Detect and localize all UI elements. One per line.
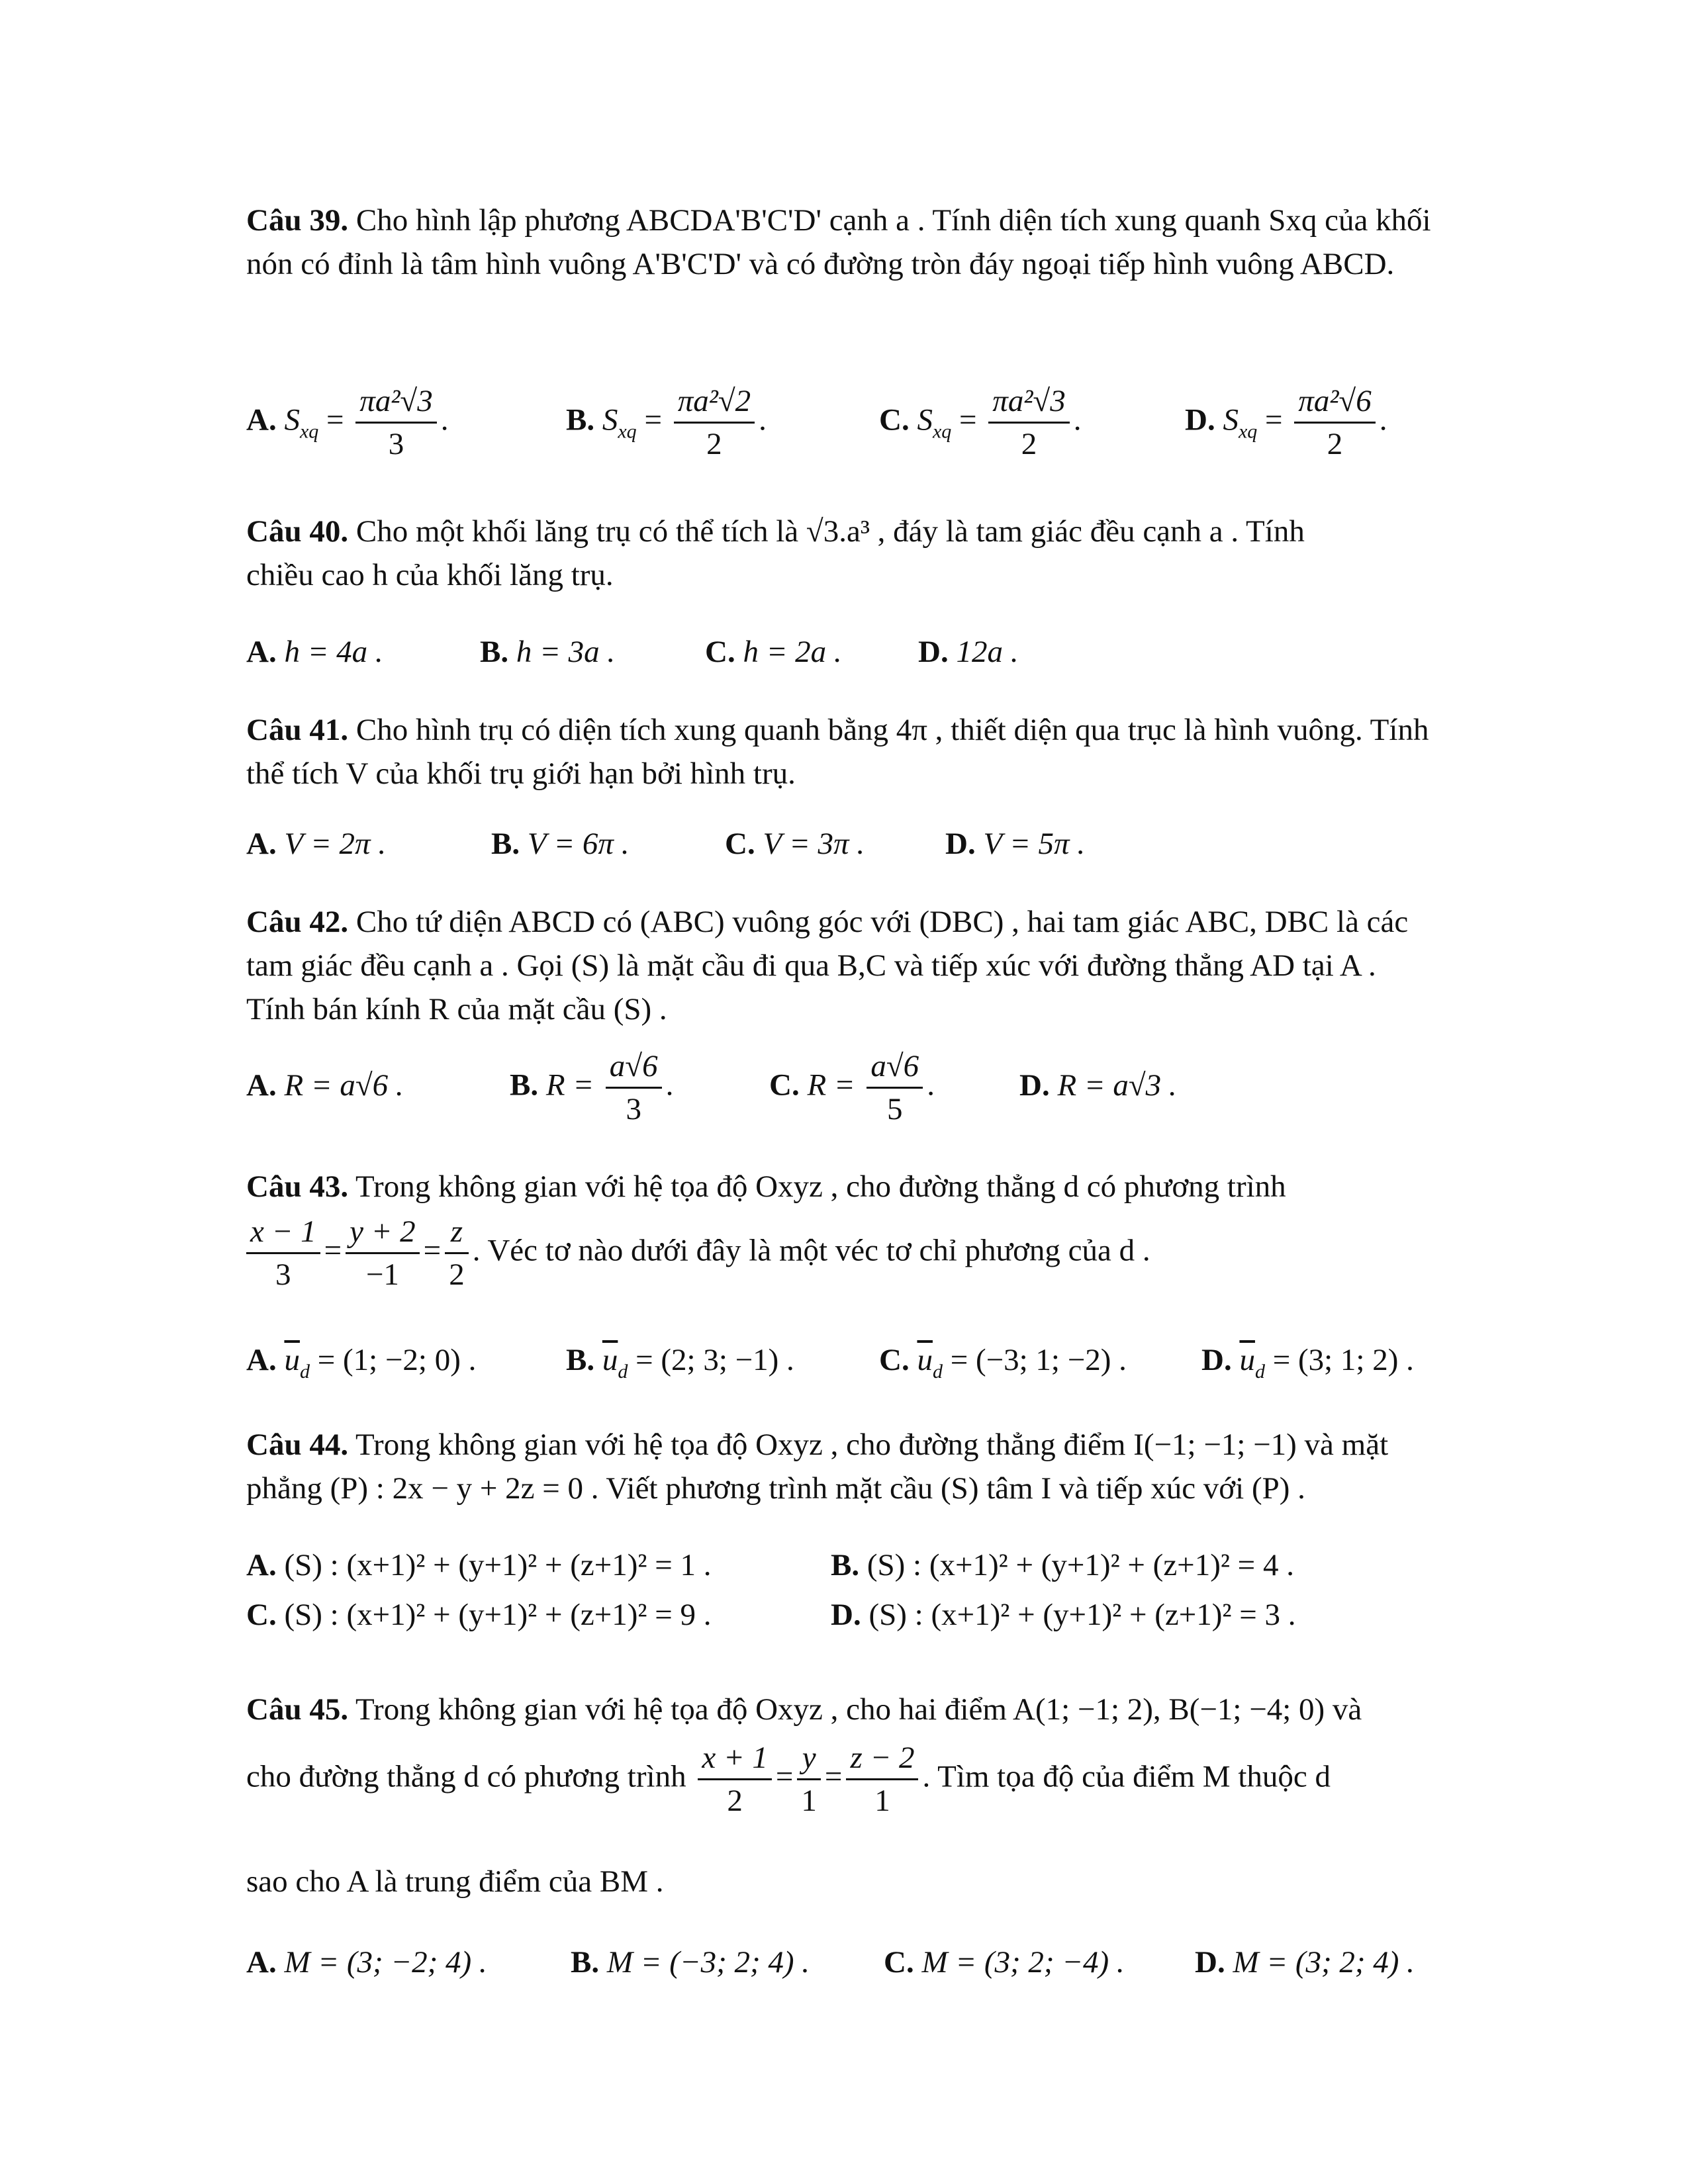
answer-label: D. (1185, 402, 1215, 437)
answer-text: V = 2π . (284, 827, 387, 861)
denominator: −1 (365, 1257, 399, 1292)
question-42 (246, 900, 1411, 1031)
answer-label: A. (246, 827, 277, 861)
question-text-cont: . Véc tơ nào dưới đây là một véc tơ chỉ phương của d . (472, 1233, 1150, 1268)
answer-label: C. (879, 1343, 910, 1377)
answer-text: (S) : (x+1)² + (y+1)² + (z+1)² = 4 . (867, 1548, 1294, 1582)
answer-text: M = (3; −2; 4) . (284, 1945, 487, 1979)
answer-label: D. (1019, 1068, 1050, 1103)
sxq-sub: xq (932, 420, 952, 443)
answer-label: D. (831, 1598, 861, 1632)
denominator: 3 (626, 1092, 641, 1126)
answer-42-a[interactable] (246, 1066, 404, 1105)
answer-44-c[interactable] (246, 1595, 712, 1635)
answer-45-a[interactable] (246, 1942, 487, 1982)
vector-sub: d (299, 1361, 310, 1383)
question-label: Câu 42. (246, 905, 349, 939)
question-label: Câu 44. (246, 1428, 349, 1462)
answer-label: A. (246, 1945, 277, 1979)
answer-39-b[interactable]: B. $S_{xq}$ = $\frac{\text{πa²√2}}{2}$ . (566, 381, 767, 465)
answer-label: A. (246, 635, 277, 669)
answer-label: A. (246, 1548, 277, 1582)
question-41 (246, 708, 1451, 796)
sxq-symbol: S (602, 402, 618, 437)
equals: = (959, 402, 977, 437)
question-label: Câu 45. (246, 1692, 349, 1727)
answer-label: A. (246, 402, 277, 437)
denominator: 3 (388, 427, 404, 461)
fraction (698, 1737, 772, 1821)
denominator: 2 (449, 1257, 465, 1292)
answer-39-d[interactable]: D. $S_{xq}$ = $\frac{\text{πa²√6}}{2}$ . (1185, 381, 1387, 465)
numerator: z − 2 (846, 1737, 918, 1780)
question-text: Cho hình trụ có diện tích xung quanh bằng 4π , thiết diện qua trục là hình vuông. Tính thể tích V của khối trụ giới hạn bởi hình trụ. (246, 713, 1429, 791)
answer-text: R = a√6 . (284, 1068, 404, 1103)
vector-u: $\overline{u}$ (1239, 1343, 1255, 1377)
answer-text: V = 3π . (763, 827, 865, 861)
answer-text: = (2; 3; −1) . (635, 1343, 794, 1377)
equals: = (326, 402, 344, 437)
answer-45-b[interactable] (571, 1942, 810, 1982)
fraction (674, 381, 755, 465)
answer-42-d[interactable] (1019, 1066, 1177, 1105)
equals: = (644, 402, 662, 437)
denominator: 1 (874, 1784, 890, 1818)
question-text: Cho tứ diện ABCD có (ABC) vuông góc với (DBC) , hai tam giác ABC, DBC là các tam giác đều cạnh a . Gọi (S) là mặt cầu đi qua B,C và tiếp xúc với đường thẳng AD tại A . Tính bán kính R của mặt cầu (S) . (246, 905, 1409, 1026)
question-text: Trong không gian với hệ tọa độ Oxyz , cho hai điểm A(1; −1; 2), B(−1; −4; 0) và (355, 1692, 1362, 1727)
answer-45-c[interactable] (884, 1942, 1125, 1982)
vector-sub: d (618, 1361, 628, 1383)
vector-sub: d (1254, 1361, 1265, 1383)
fraction (846, 1737, 918, 1821)
vector-u: $\overline{u}$ (917, 1343, 933, 1377)
answer-text: M = (3; 2; −4) . (921, 1945, 1125, 1979)
denominator: 2 (727, 1784, 743, 1818)
sxq-symbol: S (1223, 402, 1239, 437)
answer-label: D. (945, 827, 976, 861)
question-45-end (246, 1860, 1438, 1903)
answer-label: A. (246, 1068, 277, 1103)
fraction (355, 381, 436, 465)
r-symbol: R = (807, 1068, 855, 1103)
numerator: z (445, 1211, 469, 1254)
answer-text: = (3; 1; 2) . (1272, 1343, 1414, 1377)
question-44 (246, 1423, 1431, 1510)
answer-41-b[interactable] (491, 824, 629, 864)
answer-40-b[interactable] (480, 632, 615, 672)
answer-41-d[interactable] (945, 824, 1085, 864)
vector-u: $\overline{u}$ (602, 1343, 618, 1377)
answer-label: C. (884, 1945, 914, 1979)
answer-44-a[interactable] (246, 1545, 712, 1585)
numerator: y + 2 (346, 1211, 420, 1254)
answer-text: V = 6π . (527, 827, 630, 861)
answer-text: = (1; −2; 0) . (317, 1343, 477, 1377)
answer-41-c[interactable] (725, 824, 865, 864)
fraction (246, 1211, 320, 1295)
question-43 (246, 1165, 1411, 1208)
answer-text: 12a . (956, 635, 1019, 669)
question-text-cont: cho đường thẳng d có phương trình (246, 1759, 686, 1794)
question-label: Câu 43. (246, 1169, 349, 1204)
answer-42-b[interactable]: B. R = $\frac{a√6}{3}$ . (510, 1046, 673, 1130)
fraction (346, 1211, 420, 1295)
answer-label: C. (725, 827, 755, 861)
answer-41-a[interactable] (246, 824, 386, 864)
answer-44-b[interactable] (831, 1545, 1294, 1585)
answer-44-d[interactable] (831, 1595, 1296, 1635)
answer-text: M = (−3; 2; 4) . (606, 1945, 810, 1979)
fraction (1294, 381, 1375, 465)
sxq-symbol: S (917, 402, 933, 437)
answer-label: A. (246, 1343, 277, 1377)
question-text-cont: . Tìm tọa độ của điểm M thuộc d (922, 1759, 1331, 1794)
answer-text: h = 4a . (284, 635, 383, 669)
answer-text: h = 2a . (743, 635, 842, 669)
denominator: 1 (801, 1784, 817, 1818)
answer-label: D. (918, 635, 949, 669)
question-text: Trong không gian với hệ tọa độ Oxyz , cho đường thẳng điểm I(−1; −1; −1) và mặt phẳng (P) : 2x − y + 2z = 0 . Viết phương trình mặt cầu (S) tâm I và tiếp xúc với (P) . (246, 1428, 1389, 1506)
equation-43: $\frac{x - 1}{3}$ = $\frac{y + 2}{-1}$ = $\frac{z}{2}$ . Véc tơ nào dưới đây là một véc tơ chỉ phương của d . (246, 1211, 1150, 1295)
vector-u: $\overline{u}$ (284, 1343, 300, 1377)
denominator: 2 (706, 427, 722, 461)
question-45 (246, 1688, 1431, 1731)
answer-label: B. (480, 635, 509, 669)
denominator: 3 (275, 1257, 291, 1292)
answer-label: C. (879, 402, 910, 437)
sxq-symbol: S (284, 402, 300, 437)
numerator: x + 1 (698, 1737, 772, 1780)
denominator: 2 (1021, 427, 1037, 461)
question-40 (246, 510, 1372, 597)
answer-text: = (−3; 1; −2) . (950, 1343, 1127, 1377)
denominator: 5 (887, 1092, 903, 1126)
fraction (606, 1046, 662, 1130)
answer-label: C. (769, 1068, 800, 1103)
r-symbol: R = (545, 1068, 594, 1103)
answer-label: C. (705, 635, 735, 669)
fraction (797, 1737, 821, 1821)
numerator: πa²√3 (355, 381, 436, 424)
numerator: y (797, 1737, 821, 1780)
answer-39-c[interactable]: C. $S_{xq}$ = $\frac{\text{πa²√3}}{2}$ . (879, 381, 1081, 465)
answer-text: (S) : (x+1)² + (y+1)² + (z+1)² = 9 . (284, 1598, 712, 1632)
question-text: Cho hình lập phương ABCDA'B'C'D' cạnh a . Tính diện tích xung quanh Sxq của khối nón có đỉnh là tâm hình vuông A'B'C'D' và có đường tròn đáy ngoại tiếp hình vuông ABCD. (246, 203, 1431, 281)
answer-40-c[interactable] (705, 632, 842, 672)
answer-label: B. (831, 1548, 860, 1582)
question-text: Cho một khối lăng trụ có thể tích là √3.a³ , đáy là tam giác đều cạnh a . Tính chiều cao h của khối lăng trụ. (246, 514, 1305, 592)
answer-text: (S) : (x+1)² + (y+1)² + (z+1)² = 1 . (284, 1548, 712, 1582)
answer-43-b[interactable] (566, 1340, 794, 1392)
answer-text: R = a√3 . (1057, 1068, 1177, 1103)
answer-label: B. (510, 1068, 539, 1103)
answer-40-a[interactable] (246, 632, 383, 672)
answer-text: V = 5π . (983, 827, 1086, 861)
question-text: Trong không gian với hệ tọa độ Oxyz , cho đường thẳng d có phương trình (355, 1169, 1286, 1204)
answer-text: h = 3a . (516, 635, 616, 669)
vector-sub: d (932, 1361, 943, 1383)
sxq-sub: xq (618, 420, 637, 443)
numerator: πa²√2 (674, 381, 755, 424)
equation-45: cho đường thẳng d có phương trình $\frac{x + 1}{2}$ = $\frac{y}{1}$ = $\frac{z - 2}{1}$ . Tìm tọa độ của điểm M thuộc d (246, 1737, 1331, 1821)
answer-43-a[interactable] (246, 1340, 476, 1392)
fraction (867, 1046, 923, 1130)
numerator: πa²√3 (988, 381, 1069, 424)
answer-42-c[interactable]: C. R = $\frac{a√6}{5}$ . (769, 1046, 935, 1130)
answer-43-c[interactable] (879, 1340, 1127, 1392)
answer-label: B. (491, 827, 520, 861)
fraction (445, 1211, 469, 1295)
denominator: 2 (1327, 427, 1343, 461)
answer-label: B. (571, 1945, 600, 1979)
answer-text: (S) : (x+1)² + (y+1)² + (z+1)² = 3 . (868, 1598, 1296, 1632)
fraction (988, 381, 1069, 465)
answer-label: D. (1201, 1343, 1232, 1377)
numerator: a√6 (606, 1046, 662, 1089)
answer-text: M = (3; 2; 4) . (1233, 1945, 1415, 1979)
equals: = (1265, 402, 1283, 437)
sxq-sub: xq (1238, 420, 1258, 443)
numerator: πa²√6 (1294, 381, 1375, 424)
question-text-cont: sao cho A là trung điểm của BM . (246, 1864, 664, 1899)
sxq-sub: xq (299, 420, 319, 443)
question-label: Câu 40. (246, 514, 349, 549)
answer-label: B. (566, 1343, 595, 1377)
question-label: Câu 39. (246, 203, 349, 238)
question-label: Câu 41. (246, 713, 349, 747)
answer-45-d[interactable] (1195, 1942, 1415, 1982)
answer-40-d[interactable] (918, 632, 1018, 672)
answer-39-a[interactable]: A. $S_{xq}$ = $\frac{\text{πa²√3}}{3}$ . (246, 381, 448, 465)
numerator: x − 1 (246, 1211, 320, 1254)
answer-label: C. (246, 1598, 277, 1632)
question-39 (246, 199, 1438, 286)
answer-label: D. (1195, 1945, 1225, 1979)
numerator: a√6 (867, 1046, 923, 1089)
answer-label: B. (566, 402, 595, 437)
answer-43-d[interactable] (1201, 1340, 1414, 1392)
